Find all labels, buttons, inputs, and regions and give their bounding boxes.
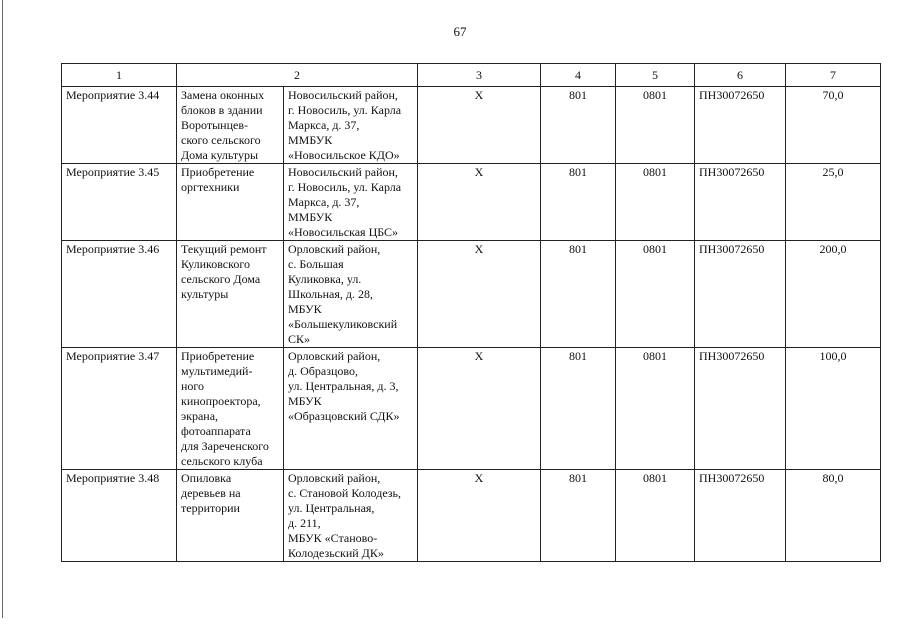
table-row [62,164,881,241]
event-name-cell-line: Куликовского [181,257,250,271]
address-cell [284,241,418,348]
col6-cell: ПН30072650 [695,241,786,348]
header-col-7: 7 [786,64,881,87]
header-row [62,64,881,87]
event-name-cell-line: Опиловка [181,471,232,485]
col4-cell: 801 [541,164,616,241]
col5-cell: 0801 [616,164,695,241]
col3-cell: Х [418,470,541,562]
address-cell [284,164,418,241]
address-cell-line: г. Новосиль, ул. Карла [288,103,402,117]
event-name-cell-line: блоков в здании [181,103,263,117]
address-cell-line: Школьная, д. 28, [288,287,374,301]
table-row [62,87,881,164]
table-row [62,470,881,562]
col3-cell: Х [418,87,541,164]
col3-cell: Х [418,348,541,470]
col5-cell: 0801 [616,87,695,164]
event-name-cell-line: культуры [181,287,229,301]
event-name-cell-line: для Зареченского [181,439,269,453]
address-cell-line: Орловский район, [288,242,381,256]
col3-cell: Х [418,241,541,348]
event-name-cell [177,470,284,562]
col7-cell: 100,0 [786,348,881,470]
address-cell-line: ММБУК [288,210,333,224]
event-name-cell-line: Приобретение [181,349,255,363]
scan-edge-line [2,0,3,618]
event-number-cell: Мероприятие 3.47 [62,348,177,470]
address-cell-line: Новосильский район, [288,165,398,179]
address-cell-line: «Образцовский СДК» [288,409,400,423]
col5-cell: 0801 [616,241,695,348]
event-name-cell-line: сельского Дома [181,272,261,286]
address-cell-line: Новосильский район, [288,88,398,102]
address-cell [284,470,418,562]
address-cell-line: с. Становой Колодезь, [288,486,401,500]
address-cell-line: «Новосильская ЦБС» [288,225,399,239]
event-name-cell [177,241,284,348]
header-col-2: 2 [177,64,418,87]
col4-cell: 801 [541,470,616,562]
event-name-cell-line: экрана, [181,409,219,423]
address-cell-line: «Большекуликовский [288,317,398,331]
col7-cell: 25,0 [786,164,881,241]
address-cell-line: Куликовка, ул. [288,272,362,286]
col4-cell: 801 [541,87,616,164]
col7-cell: 200,0 [786,241,881,348]
col4-cell: 801 [541,241,616,348]
address-cell-line: д. 211, [288,516,321,530]
col3-cell: Х [418,164,541,241]
address-cell [284,348,418,470]
col4-cell: 801 [541,348,616,470]
address-cell-line: д. Образцово, [288,364,358,378]
col5-cell: 0801 [616,470,695,562]
col6-cell: ПН30072650 [695,87,786,164]
address-cell-line: г. Новосиль, ул. Карла [288,180,402,194]
event-name-cell-line: Воротынцев- [181,118,248,132]
event-number-cell: Мероприятие 3.46 [62,241,177,348]
header-col-6: 6 [695,64,786,87]
event-number-cell: Мероприятие 3.44 [62,87,177,164]
address-cell-line: Маркса, д. 37, [288,118,360,132]
event-name-cell-line: ского сельского [181,133,261,147]
event-name-cell-line: Дома культуры [181,148,259,162]
event-name-cell-line: территории [181,501,240,515]
address-cell-line: МБУК [288,394,322,408]
event-name-cell-line: кинопроектора, [181,394,261,408]
event-name-cell [177,87,284,164]
page-number: 67 [453,24,467,39]
event-name-cell [177,164,284,241]
address-cell-line: ММБУК [288,133,333,147]
event-name-cell-line: деревьев на [181,486,241,500]
event-name-cell-line: Замена оконных [181,88,265,102]
address-cell-line: «Новосильское КДО» [288,148,400,162]
address-cell-line: СК» [288,332,311,346]
address-cell-line: Колодезьский ДК» [288,546,384,560]
col6-cell: ПН30072650 [695,164,786,241]
event-number-cell: Мероприятие 3.45 [62,164,177,241]
budget-table [61,63,881,562]
event-name-cell [177,348,284,470]
event-name-cell-line: ного [181,379,205,393]
event-name-cell-line: Приобретение [181,165,255,179]
address-cell-line: с. Большая [288,257,344,271]
address-cell-line: Орловский район, [288,349,381,363]
address-cell-line: ул. Центральная, д. 3, [288,379,399,393]
col6-cell: ПН30072650 [695,348,786,470]
header-col-1: 1 [62,64,177,87]
address-cell-line: ул. Центральная, [288,501,375,515]
address-cell-line: МБУК «Станово- [288,531,378,545]
table-row [62,241,881,348]
address-cell-line: МБУК [288,302,322,316]
table-row [62,348,881,470]
event-name-cell-line: Текущий ремонт [181,242,267,256]
col5-cell: 0801 [616,348,695,470]
header-col-5: 5 [616,64,695,87]
header-col-3: 3 [418,64,541,87]
col7-cell: 80,0 [786,470,881,562]
col6-cell: ПН30072650 [695,470,786,562]
event-name-cell-line: сельского клуба [181,454,263,468]
event-number-cell: Мероприятие 3.48 [62,470,177,562]
address-cell-line: Орловский район, [288,471,381,485]
header-col-4: 4 [541,64,616,87]
event-name-cell-line: оргтехники [181,180,240,194]
address-cell [284,87,418,164]
col7-cell: 70,0 [786,87,881,164]
event-name-cell-line: мультимедий- [181,364,253,378]
address-cell-line: Маркса, д. 37, [288,195,360,209]
event-name-cell-line: фотоаппарата [181,424,251,438]
